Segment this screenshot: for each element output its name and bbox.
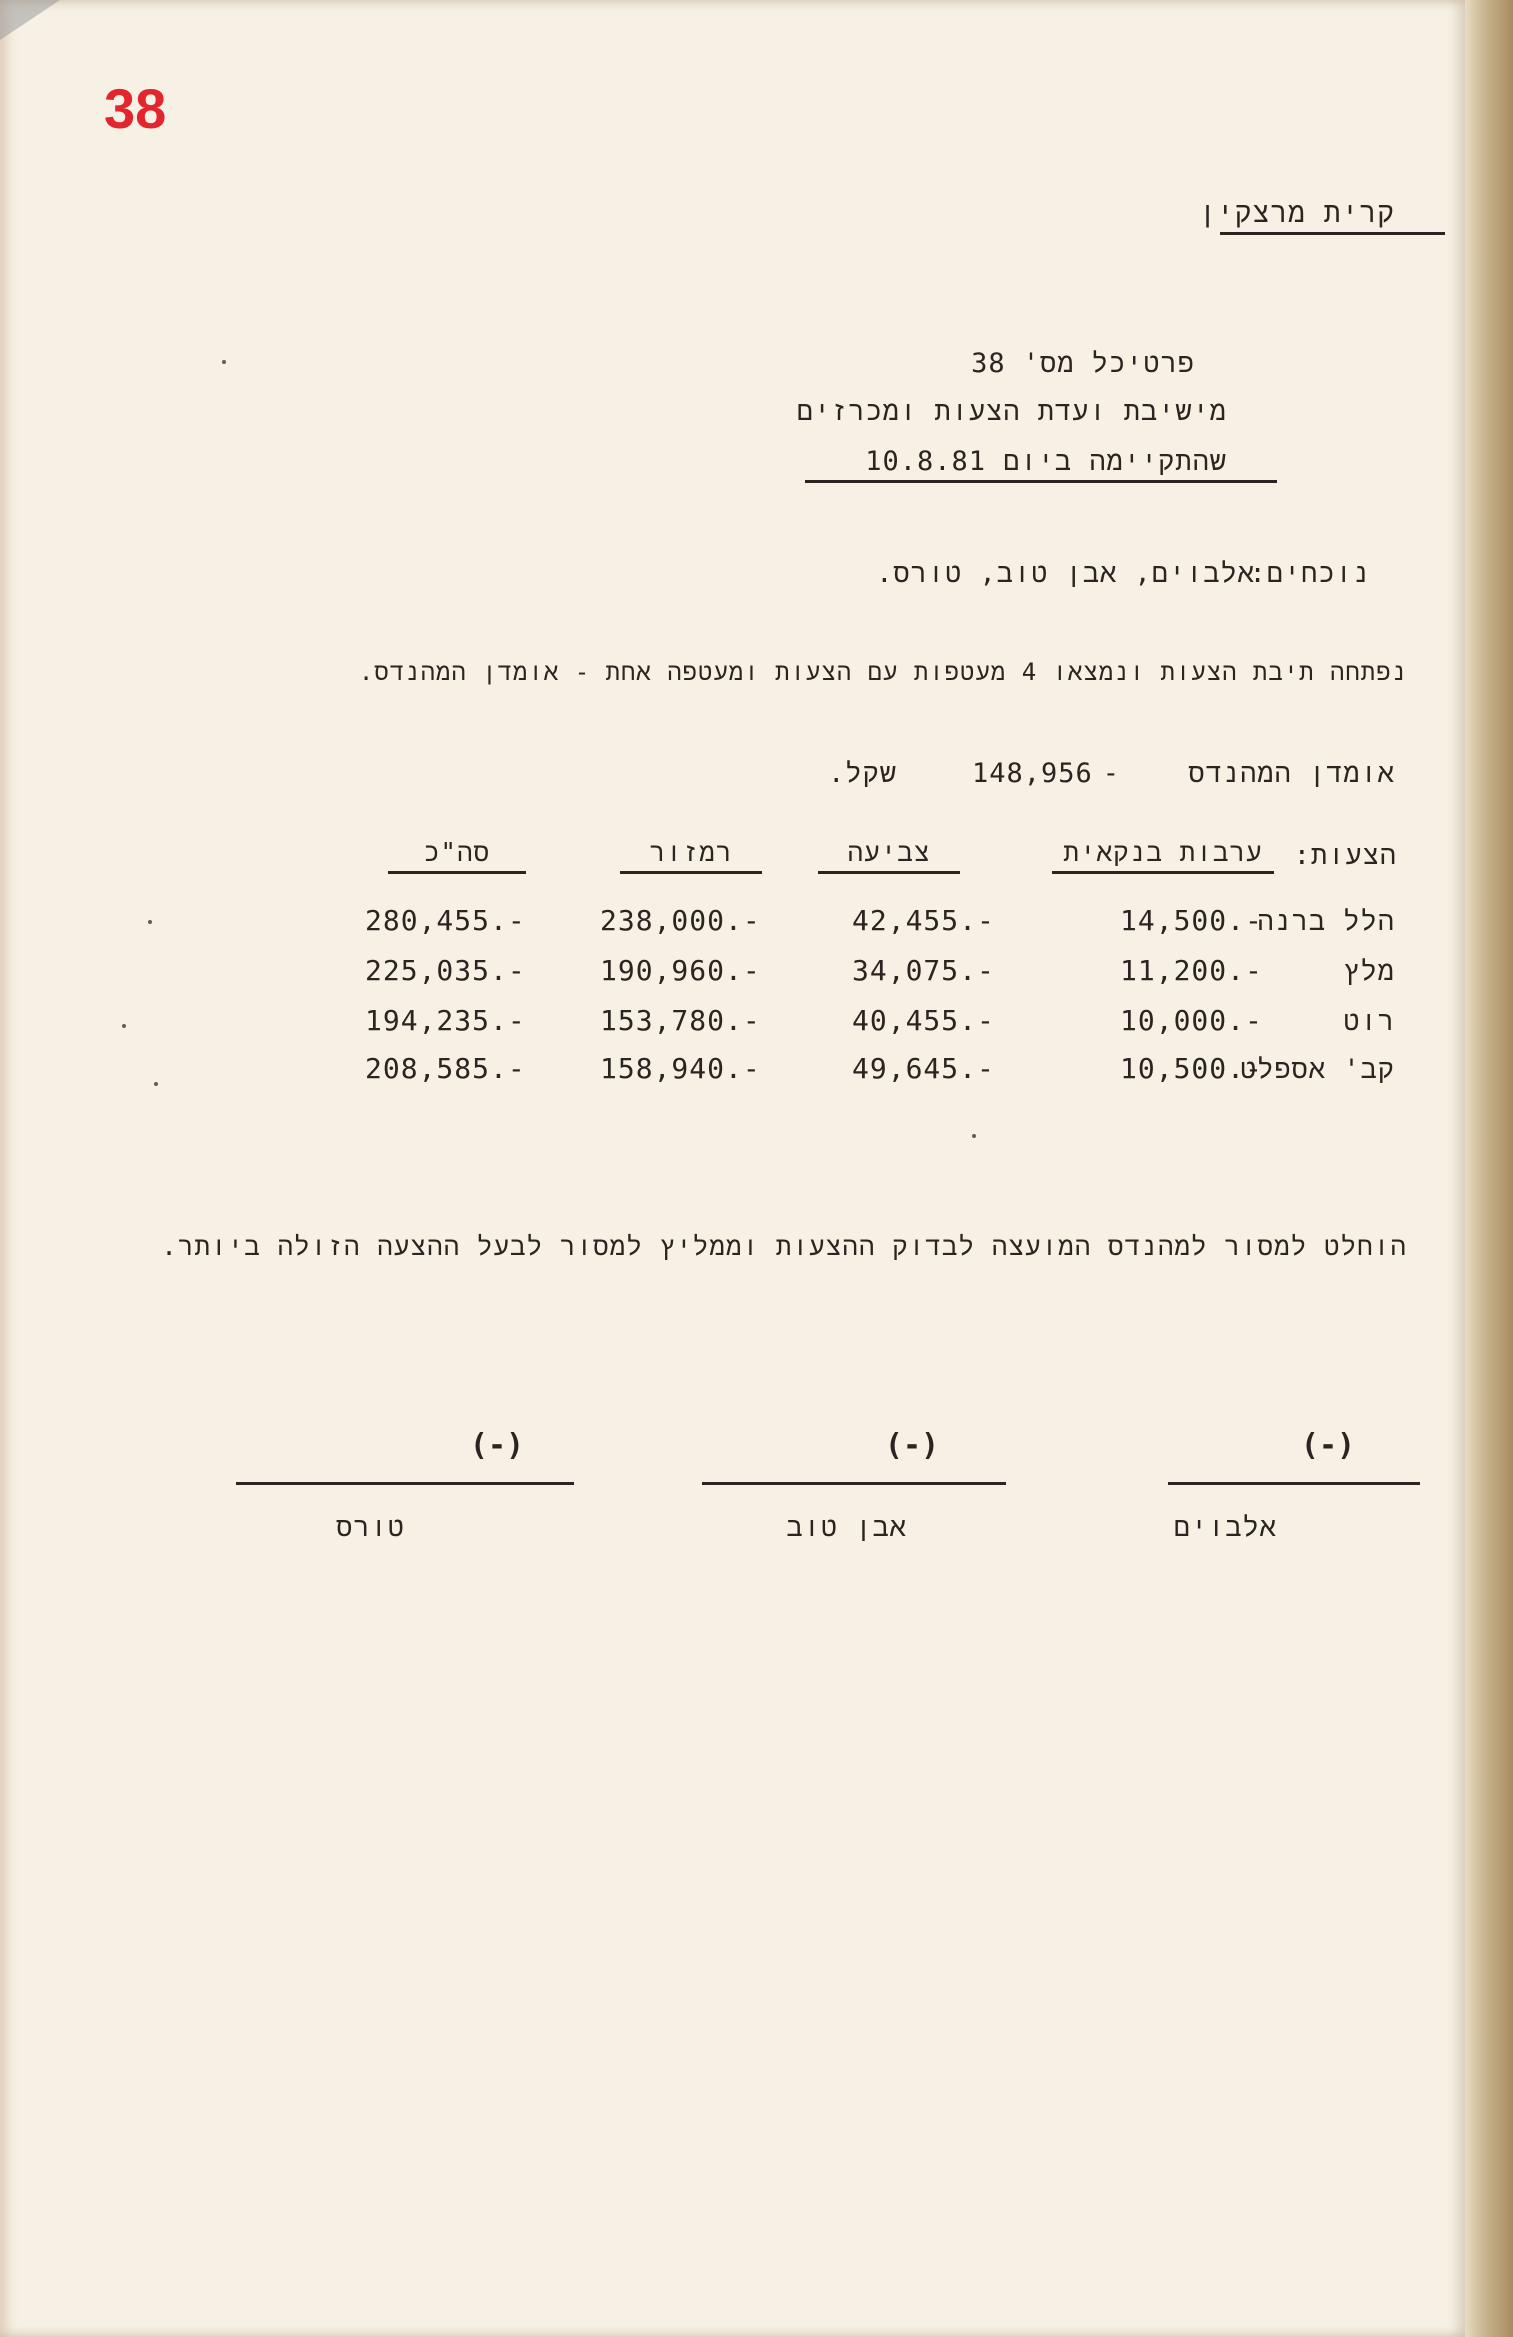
cell-bank: 11,200.- <box>1120 954 1263 987</box>
header-bank-guarantee: ערבות בנקאית <box>1052 838 1274 874</box>
document-number-stamp: 38 <box>104 77 167 140</box>
title-line-3: שהתקיימה ביום 10.8.81 <box>865 446 1227 477</box>
cell-bank: 10,000.- <box>1120 1004 1263 1037</box>
cell-plaster: 153,780.- <box>600 1004 761 1037</box>
letterhead: קרית מרצקין <box>1199 196 1395 229</box>
signature-line <box>1168 1482 1420 1485</box>
scan-speck <box>154 1082 158 1086</box>
cell-total: 194,235.- <box>365 1004 526 1037</box>
bidder-name: הלל ברנה <box>1257 906 1395 937</box>
corner-fold <box>0 0 60 40</box>
signatory-name: טורס <box>336 1512 405 1543</box>
present-label: נוכחים: <box>1249 558 1370 589</box>
signatory-name: אבן טוב <box>786 1512 907 1543</box>
cell-paint: 40,455.- <box>852 1004 995 1037</box>
title-line-1: פרטיכל מס' 38 <box>971 348 1195 379</box>
present-names: אלבוים, אבן טוב, טורס. <box>876 558 1255 589</box>
cell-total: 280,455.- <box>365 904 526 937</box>
cell-paint: 34,075.- <box>852 954 995 987</box>
signature-mark: (-) <box>884 1428 940 1463</box>
signature-line <box>236 1482 574 1485</box>
estimate-label: אומדן המהנדס <box>1188 758 1395 789</box>
cell-paint: 42,455.- <box>852 904 995 937</box>
signature-mark: (-) <box>469 1428 525 1463</box>
header-total: סה"כ <box>388 838 526 874</box>
header-plaster: רמזור <box>620 838 762 874</box>
estimate-unit: שקל. <box>828 758 897 789</box>
cell-bank: 10,500.- <box>1120 1052 1263 1085</box>
offers-label: הצעות: <box>1293 840 1397 871</box>
signature-line <box>702 1482 1006 1485</box>
scan-speck <box>148 920 152 924</box>
signature-mark: (-) <box>1300 1428 1356 1463</box>
title-line-2: מישיבת ועדת הצעות ומכרזים <box>796 396 1227 427</box>
signatory-name: אלבוים <box>1173 1512 1277 1543</box>
letterhead-underline <box>1220 232 1445 235</box>
page-edge-shadow <box>1465 0 1513 2337</box>
cell-plaster: 190,960.- <box>600 954 761 987</box>
estimate-value: 148,956 <box>972 758 1093 789</box>
cell-total: 208,585.- <box>365 1052 526 1085</box>
bidder-name: מלץ <box>1343 956 1395 987</box>
cell-paint: 49,645.- <box>852 1052 995 1085</box>
header-painting: צביעה <box>818 838 960 874</box>
estimate-dash: - <box>1102 758 1120 789</box>
cell-total: 225,035.- <box>365 954 526 987</box>
opening-sentence: נפתחה תיבת הצעות ונמצאו 4 מעטפות עם הצעות ומעטפה אחת - אומדן המהנדס. <box>358 658 1407 686</box>
scan-speck <box>972 1134 976 1138</box>
scan-speck <box>122 1024 126 1028</box>
title-underline <box>805 480 1277 483</box>
bidder-name: רוט <box>1343 1006 1395 1037</box>
cell-plaster: 238,000.- <box>600 904 761 937</box>
cell-bank: 14,500.- <box>1120 904 1263 937</box>
scan-speck <box>222 360 226 364</box>
bidder-name: קב' אספלט <box>1240 1054 1395 1085</box>
decision-sentence: הוחלט למסור למהנדס המועצה לבדוק ההצעות וממליץ למסור לבעל ההצעה הזולה ביותר. <box>161 1232 1407 1262</box>
cell-plaster: 158,940.- <box>600 1052 761 1085</box>
